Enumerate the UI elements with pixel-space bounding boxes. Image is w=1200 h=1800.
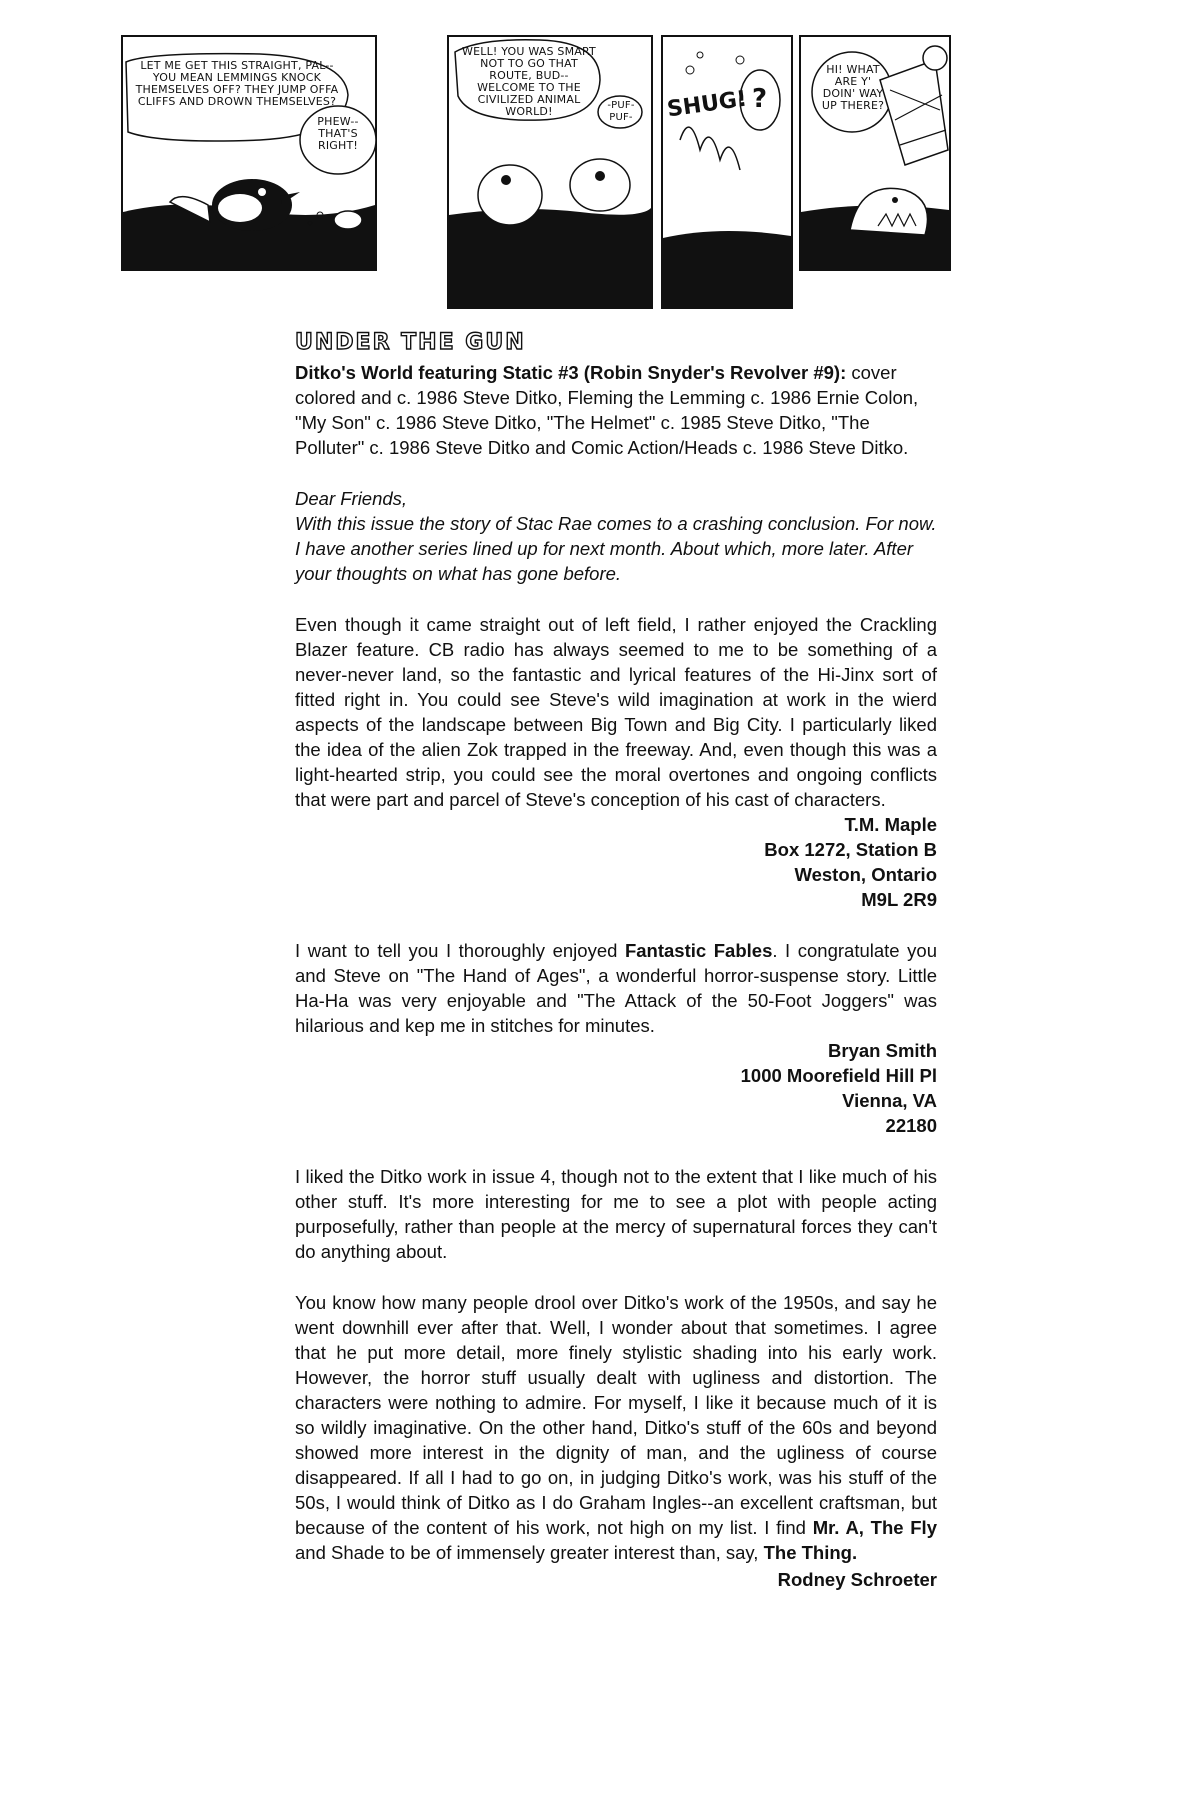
comic-strip [0, 0, 1200, 310]
letter-1 [295, 612, 937, 912]
letter-2-name: Bryan Smith [828, 1040, 937, 1061]
letter-1-address-line: Box 1272, Station B [764, 839, 937, 860]
letter-2-signature [295, 1038, 937, 1138]
panel-2-speech-bubble: WELL! YOU WAS SMART NOT TO GO THAT ROUTE, BUD-- WELCOME TO THE CIVILIZED ANIMAL WORLD! [462, 45, 596, 118]
letter-1-address-line: M9L 2R9 [861, 889, 937, 910]
letter-2-address-line: 1000 Moorefield Hill Pl [740, 1065, 937, 1086]
letter-2-address-line: 22180 [885, 1115, 937, 1136]
letters-column [295, 330, 937, 1592]
letter-3 [295, 1164, 937, 1592]
credits-lead: Ditko's World featuring Static #3 (Robin Snyder's Revolver #9): [295, 362, 847, 383]
panel-3-sound-effect: SHUG! [665, 86, 749, 123]
editor-salutation: Dear Friends, [295, 488, 408, 509]
letter-3-paragraph-2 [295, 1290, 937, 1565]
letter-2 [295, 938, 937, 1138]
comic-strip-art [0, 0, 1200, 310]
letter-3-title-ref: The Thing. [763, 1542, 858, 1563]
letter-3-text: You know how many people drool over Ditko's work of the 1950s, and say he went downhill ever after that. Well, I wonder about that sometimes. I agree that he put more detail, more finely stylistic shading into his early work. However, the horror stuff usually dealt with ugliness and distortion. The characters were nothing to admire. For myself, I like it because much of it is so wildly imaginative. On the other hand, Ditko's stuff of the 60s and beyond showed more interest in the dignity of man, and the ugliness of course disappeared. If all I had to go on, in judging Ditko's work, was his stuff of the 50s, I would think of Ditko as I do Graham Ingles--an excellent craftsman, but because of the content of his work, not high on my list. I find [295, 1292, 937, 1538]
letter-3-text: and Shade to be of immensely greater interest than, say, [295, 1542, 764, 1563]
credits-paragraph [295, 360, 937, 460]
panel-4-speech-bubble: HI! WHAT ARE Y' DOIN' WAY UP THERE? [821, 63, 885, 112]
panel-1-speech-bubble: LET ME GET THIS STRAIGHT, PAL-- YOU MEAN LEMMINGS KNOCK THEMSELVES OFF? THEY JUMP OFFA CLIFFS AND DROWN THEMSELVES? [135, 59, 339, 108]
editor-letter [295, 486, 937, 586]
panel-3-question-bubble: ? [752, 84, 768, 114]
letter-2-text: . I congratulate you and Steve on "The Hand of Ages", a wonderful horror-suspense story. Little Ha-Ha was very enjoyable and "The Attack of the 50-Foot Joggers" was hilarious and kep me in stitches for minutes. [295, 940, 937, 1036]
letter-2-text: I want to tell you I thoroughly enjoyed [295, 940, 625, 961]
letter-2-title-ref: Fantastic Fables [624, 940, 773, 961]
letter-3-title-ref: Mr. A, The Fly [812, 1517, 937, 1538]
letter-3-signature [295, 1567, 937, 1592]
panel-1-reply-bubble: PHEW-- THAT'S RIGHT! [317, 115, 359, 152]
section-title: UNDER THE GUN [295, 330, 526, 355]
letter-3-name: Rodney Schroeter [777, 1569, 937, 1590]
editor-letter-body: With this issue the story of Stac Rae comes to a crashing conclusion. For now. I have another series lined up for next month. About which, more later. After your thoughts on what has gone before. [295, 513, 937, 584]
letter-1-signature [295, 812, 937, 912]
letter-2-address-line: Vienna, VA [842, 1090, 937, 1111]
letter-1-address-line: Weston, Ontario [794, 864, 937, 885]
credits-body: cover colored and c. 1986 Steve Ditko, Fleming the Lemming c. 1986 Ernie Colon, "My Son" c. 1986 Steve Ditko, "The Helmet" c. 1985 Steve Ditko, "The Polluter" c. 1986 Steve Ditko and Comic Action/Heads c. 1986 Steve Ditko. [295, 362, 919, 458]
letter-3-paragraph-1: I liked the Ditko work in issue 4, though not to the extent that I like much of his other stuff. It's more interesting for me to see a plot with people acting purposefully, rather than people at the mercy of supernatural forces they can't do anything about. [295, 1166, 937, 1262]
letter-1-body: Even though it came straight out of left field, I rather enjoyed the Crackling Blazer feature. CB radio has always seemed to me to be something of a never-never land, so the fantastic and lyrical features of the Hi-Jinx sort of fitted right in. You could see Steve's wild imagination at work in the wierd aspects of the landscape between Big Town and Big City. I particularly liked the idea of the alien Zok trapped in the freeway. And, even though this was a light-hearted strip, you could see the moral overtones and ongoing conflicts that were part and parcel of Steve's conception of his cast of characters. [295, 614, 937, 810]
panel-2-small-bubble: -PUF- PUF- [607, 100, 635, 123]
letter-2-body [295, 938, 937, 1038]
panel-3 [662, 36, 792, 308]
letter-1-name: T.M. Maple [844, 814, 937, 835]
